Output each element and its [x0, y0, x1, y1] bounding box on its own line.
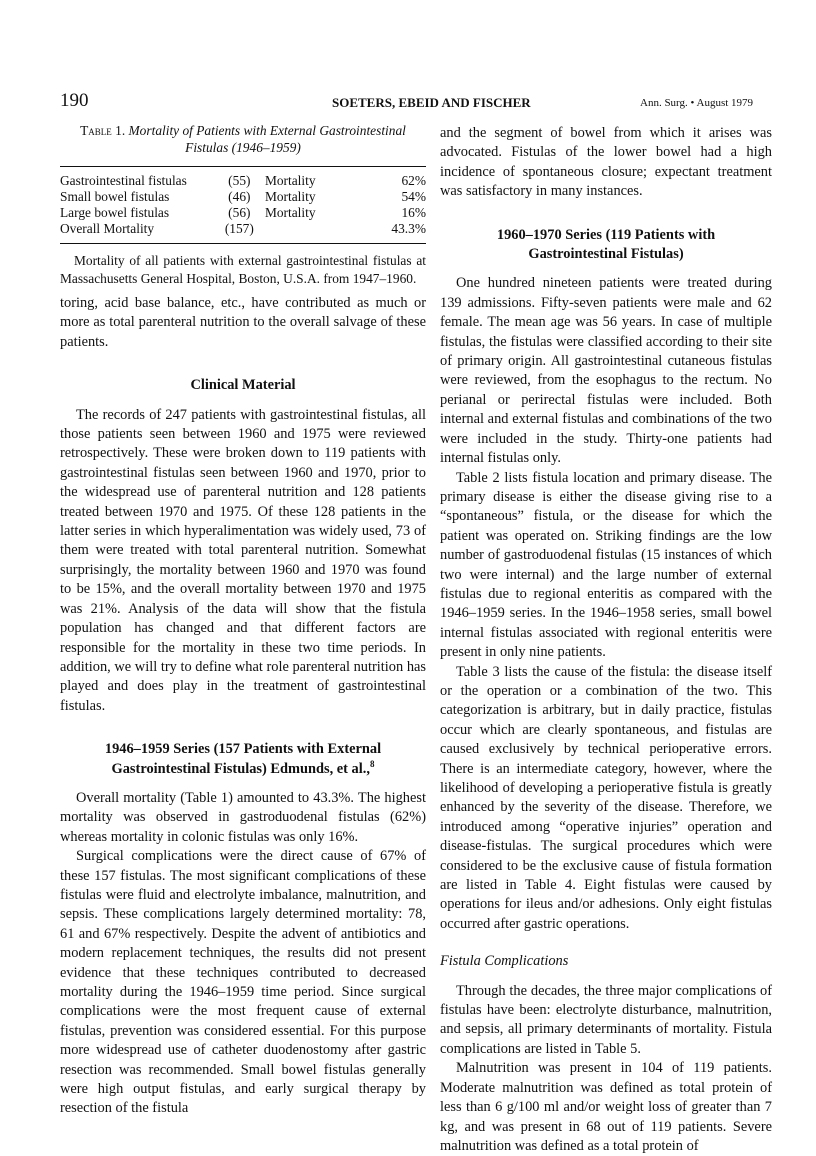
- table-row: [60, 167, 426, 190]
- paragraph: Through the decades, the three major complications of fistulas have been: electrolyte disturbance, malnutrition, and sepsis, all primary determinants of mortality. Fistula complications are listed in Table 5.: [440, 982, 772, 1057]
- right-column: [440, 124, 772, 1156]
- table-cell: (56): [228, 205, 251, 220]
- table-row: [60, 189, 426, 205]
- table-cell: Mortality: [264, 205, 316, 220]
- table-cell: 43.3%: [391, 221, 426, 236]
- table-cell: (55): [228, 173, 251, 188]
- table-cell: Mortality: [264, 173, 316, 188]
- running-header-journal: Ann. Surg. • August 1979: [640, 97, 754, 109]
- table-cell: Small bowel fistulas: [60, 189, 170, 204]
- table-row: [60, 221, 426, 244]
- page-number: 190: [60, 90, 89, 111]
- table-cell: [265, 221, 360, 244]
- section-heading-1960-1970: 1960–1970 Series (119 Patients with Gastrointestinal Fistulas): [496, 226, 716, 263]
- left-column: [60, 122, 426, 1119]
- table-cell: (157): [224, 221, 254, 236]
- paragraph: Surgical complications were the direct cause of 67% of these 157 fistulas. The most significant complications of these fistulas were fluid and electrolyte imbalance, malnutrition, and sepsis. These complications largely determined mortality: 78, 61 and 67% respectively. Despite the advent of antibiotics and modern replacement techniques, the results did not present evidence that these techniques contributed to decreased mortality during the 1946–1959 time period. Since surgical complications were the most frequent cause of external fistulas, prevention was considered essential. For this purpose more widespread use of catheter duodenostomy after gastric resection was recommended. Small bowel fistulas generally were high output fistulas, and early surgical therapy by resection of the fistula: [60, 848, 426, 1117]
- table-cell: 62%: [401, 173, 426, 188]
- paragraph: Malnutrition was present in 104 of 119 patients. Moderate malnutrition was defined as total protein of less than 6 g/100 ml and/or weight loss of greater than 7 kg, and was present in 68 out of 119 patients. Severe malnutrition was defined as a total protein of: [440, 1060, 772, 1154]
- section-heading-clinical-material: Clinical Material: [190, 377, 296, 394]
- table-row: [60, 205, 426, 221]
- paragraph: The records of 247 patients with gastrointestinal fistulas, all those patients seen between 1960 and 1975 were reviewed retrospectively. These were broken down to 119 patients with gastrointestinal fistulas seen between 1960 and 1970, prior to the widespread use of parenteral nutrition and 128 patients treated between 1970 and 1975. Of these 128 patients in the latter series in which hyperalimentation was widely used, 73 of them were treated with total parenteral nutrition. Somewhat surprisingly, the mortality between 1960 and 1970 was found to be 15%, and the overall mortality between 1970 and 1975 was 21%. Analysis of the data will show that the fistula population has changed and that different factors are responsible for the mortality in these two time periods. In addition, we will try to define what role parenteral nutrition has played and does play in the treatment of gastrointestinal fistulas.: [60, 406, 426, 714]
- table-1: [60, 166, 426, 244]
- table-cell: 54%: [401, 189, 426, 204]
- section-heading-fistula-complications: Fistula Complications: [440, 953, 569, 970]
- paragraph: Table 3 lists the cause of the fistula: the disease itself or the operation or a combination of the two. This categorization is arbitrary, but in daily practice, fistulas occur which are clearly spontaneous, and fistulas are caused exclusively by technical perioperative errors. There is an intermediate category, however, where the likelihood of developing a perioperative fistula is greatly enhanced by the severity of the disease. Therefore, we introduced among “operative injuries” operation and disease-fistulas. The surgical procedures which were considered to be the exclusive cause of fistula formation are listed in Table 4. Eight fistulas were caused by operations for ileus and/or adhesions. Only eight fistulas occurred after gastric operations.: [440, 663, 772, 932]
- table-cell: Gastrointestinal fistulas: [60, 173, 187, 188]
- table-cell: (46): [228, 189, 251, 204]
- table-cell: Large bowel fistulas: [60, 205, 170, 220]
- table-cell: Mortality: [264, 189, 316, 204]
- paragraph: Table 2 lists fistula location and primary disease. The primary disease is either the disease giving rise to a “spontaneous” fistula, or the disease for which the patient was operated on. Striking findings are the low number of gastroduodenal fistulas (15 instances of which two were internal) and the large number of external fistulas due to regional enteritis as compared with the 1946–1959 series. In the 1946–1958 series, small bowel internal fistulas associated with regional enteritis were present in only nine patients.: [440, 469, 772, 661]
- paragraph: One hundred nineteen patients were treated during 139 admissions. Fifty-seven patients were male and 62 female. The mean age was 56 years. In case of multiple fistulas, the fistulas were classified according to their site of primary origin. All gastrointestinal cutaneous fistulas were reviewed, from the esophagus to the rectum. No perianal or perirectal fistulas were included. Both internal and external fistulas and combinations of the two were included in the study. Thirty-one patients had internal fistulas only.: [440, 275, 772, 467]
- table-cell: 16%: [401, 205, 426, 220]
- paragraph: Overall mortality (Table 1) amounted to 43.3%. The highest mortality was observed in gastroduodenal fistulas (62%) whereas mortality in colonic fistulas was only 16%.: [60, 789, 426, 845]
- paragraph: toring, acid base balance, etc., have contributed as much or more as total parenteral nutrition to the overall salvage of these patients.: [60, 295, 426, 350]
- running-header-authors: SOETERS, EBEID AND FISCHER: [332, 95, 531, 110]
- paragraph: and the segment of bowel from which it arises was advocated. Fistulas of the lower bowel had a high incidence of spontaneous closure; expectant treatment was satisfactory in many instances.: [440, 125, 772, 200]
- table-cell: Overall Mortality: [60, 221, 155, 236]
- table-1-title: Table 1. Mortality of Patients with External Gastrointestinal Fistulas (1946–1959): [80, 123, 406, 155]
- section-heading-1946-1959: 1946–1959 Series (157 Patients with External Gastrointestinal Fistulas) Edmunds, et al.,$^8$: [104, 741, 382, 777]
- table-1-caption: Mortality of all patients with external gastrointestinal fistulas at Massachusetts General Hospital, Boston, U.S.A. from 1947–1960.: [60, 253, 426, 286]
